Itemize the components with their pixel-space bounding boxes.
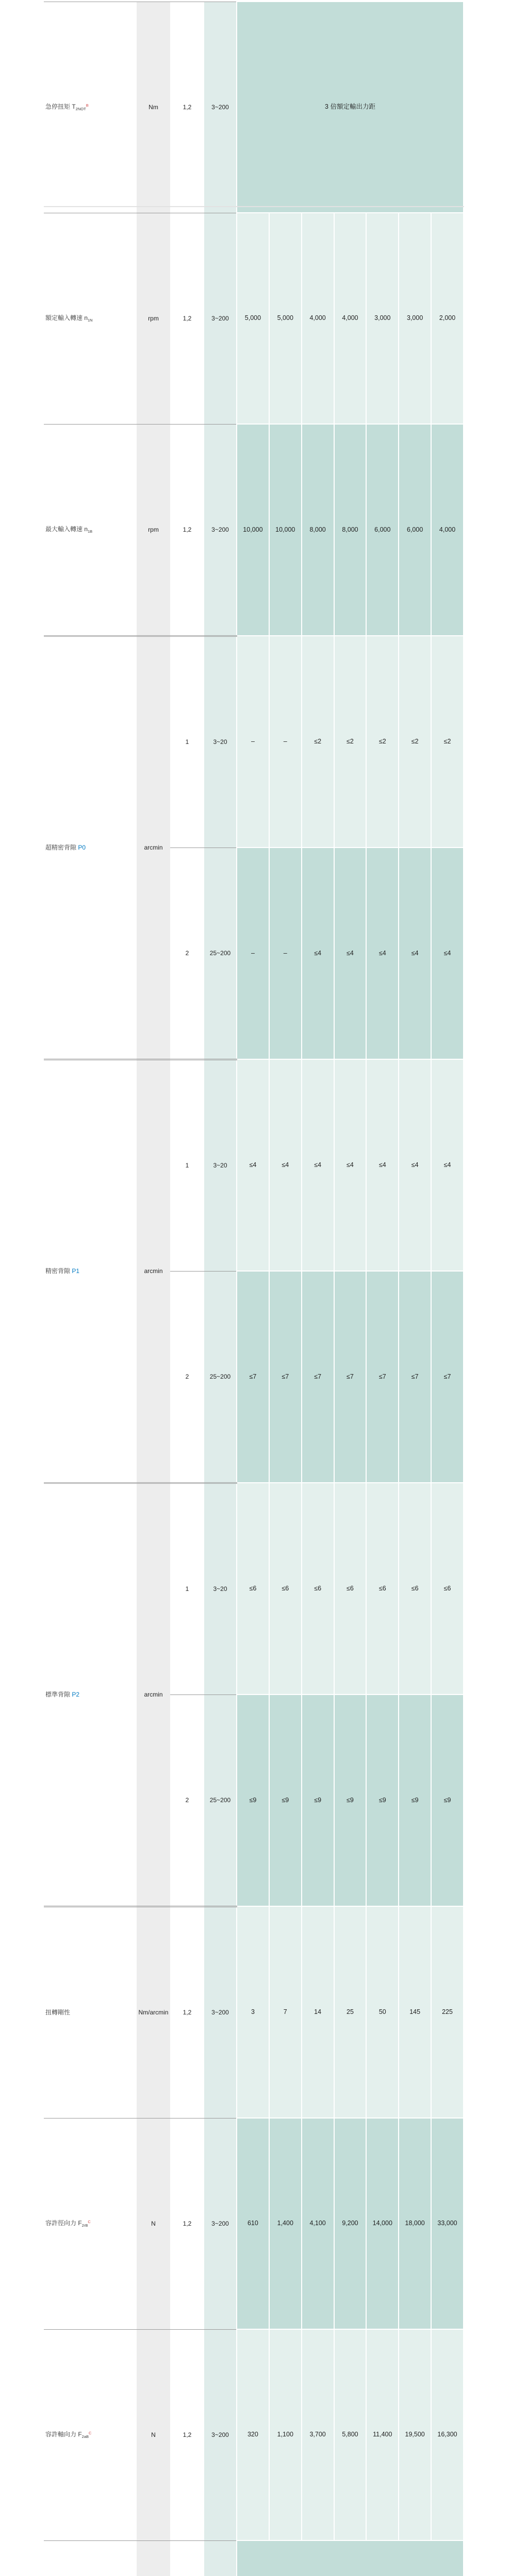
value-cell: – xyxy=(269,848,302,1059)
stage-cell: 1,2 xyxy=(170,2329,204,2540)
stage-cell: 1,2 xyxy=(170,1906,204,2118)
spec-label-text: 最大輸入轉速 n xyxy=(45,525,88,533)
row-backlash-p2-stage1 xyxy=(44,1483,464,1694)
row-backlash-p1-stage1 xyxy=(44,1059,464,1271)
value-cell: 5,800 xyxy=(334,2329,367,2540)
table-bottom-rule xyxy=(44,206,464,207)
value-cell: ≤9 xyxy=(334,1694,367,1906)
spec-label-text: 額定輸入轉速 n xyxy=(45,314,88,321)
value-cell: ≤6 xyxy=(269,1483,302,1694)
value-cell: 2,000 xyxy=(431,213,464,424)
value-cell: ≤7 xyxy=(334,1271,367,1483)
stage-cell: 1,2 xyxy=(170,2118,204,2329)
backlash-grade-code: P2 xyxy=(72,1690,80,1698)
value-cell: 4,000 xyxy=(431,424,464,636)
unit-cell: Nm xyxy=(137,2,170,213)
backlash-grade-code: P1 xyxy=(72,1267,80,1275)
value-cell: ≤6 xyxy=(334,1483,367,1694)
value-cell: ≤4 xyxy=(399,1059,431,1271)
ratio-cell: 3~200 xyxy=(204,2118,237,2329)
unit-cell: Nm/arcmin xyxy=(137,1906,170,2118)
unit-cell: arcmin xyxy=(137,1059,170,1483)
value-cell: ≤4 xyxy=(399,848,431,1059)
value-cell: 50 xyxy=(366,1906,399,2118)
stage-cell xyxy=(170,2540,204,2576)
value-cell: ≤9 xyxy=(237,1694,269,1906)
value-cell: 145 xyxy=(399,1906,431,2118)
label-subscript: 2aB xyxy=(81,2434,89,2439)
ratio-cell: 3~200 xyxy=(204,2,237,213)
footnote-marker: C xyxy=(88,2219,91,2224)
value-cell: 3,000 xyxy=(399,213,431,424)
row-permissible-axial-force xyxy=(44,2329,464,2540)
value-cell: 5,000 xyxy=(269,213,302,424)
value-cell: ≤7 xyxy=(237,1271,269,1483)
value-cell: ≤9 xyxy=(399,1694,431,1906)
value-cell: 4,100 xyxy=(302,2118,334,2329)
value-cell: 3 xyxy=(237,1906,269,2118)
value-cell: 6,000 xyxy=(399,424,431,636)
value-cell: ≤4 xyxy=(302,848,334,1059)
value-cell: 8,000 xyxy=(334,424,367,636)
value-cell: ≤4 xyxy=(302,1059,334,1271)
value-cell: ≤4 xyxy=(237,1059,269,1271)
value-cell: 18,000 xyxy=(399,2118,431,2329)
value-cell: 4,000 xyxy=(302,213,334,424)
value-cell: 33,000 xyxy=(431,2118,464,2329)
value-cell: 11,400 xyxy=(366,2329,399,2540)
footnote-marker: C xyxy=(89,2430,92,2435)
label-subscript: 2rB xyxy=(81,2223,88,2228)
ratio-cell: 3~200 xyxy=(204,2329,237,2540)
spec-label-text: 急停扭矩 T xyxy=(45,103,76,110)
spec-label-text: 容許徑向力 F xyxy=(45,2219,82,2227)
value-cell: – xyxy=(269,636,302,848)
label-subscript: 1N xyxy=(88,317,93,323)
value-cell: 7 xyxy=(269,1906,302,2118)
spec-label-text: 精密背隙 xyxy=(45,1267,72,1275)
value-cell: ≤2 xyxy=(302,636,334,848)
spec-label-cell xyxy=(44,2540,137,2576)
spec-label-text: 標準背隙 xyxy=(45,1690,72,1698)
unit-cell: N xyxy=(137,2329,170,2540)
spec-label-cell xyxy=(44,636,137,1059)
value-cell: ≤2 xyxy=(366,636,399,848)
ratio-cell: 25~200 xyxy=(204,1271,237,1483)
row-emergency-stop-torque xyxy=(44,2,464,213)
label-subscript: 2NOT xyxy=(75,106,86,111)
backlash-grade-code: P0 xyxy=(78,843,86,851)
ratio-cell: 3~20 xyxy=(204,1483,237,1694)
value-cell: ≤9 xyxy=(366,1694,399,1906)
ratio-cell: 3~20 xyxy=(204,1059,237,1271)
ratio-cell: 3~20 xyxy=(204,636,237,848)
stage-cell: 1,2 xyxy=(170,213,204,424)
value-cell: 1,400 xyxy=(269,2118,302,2329)
value-cell: 4,000 xyxy=(334,213,367,424)
spec-label-cell xyxy=(44,1906,137,2118)
spec-label-text: 超精密背隙 xyxy=(45,843,78,851)
stage-cell: 1 xyxy=(170,1483,204,1694)
value-cell: 10,000 xyxy=(269,424,302,636)
value-cell: ≤4 xyxy=(431,848,464,1059)
value-cell: 6,000 xyxy=(366,424,399,636)
value-cell: ≤9 xyxy=(431,1694,464,1906)
value-cell: 9,200 xyxy=(334,2118,367,2329)
stage-cell: 1 xyxy=(170,1059,204,1271)
spec-label-cell xyxy=(44,213,137,424)
spec-label-cell xyxy=(44,2118,137,2329)
spec-label-text: 容許軸向力 F xyxy=(45,2430,82,2438)
stage-cell: 1,2 xyxy=(170,2,204,213)
value-cell: ≤7 xyxy=(269,1271,302,1483)
ratio-cell: 3~200 xyxy=(204,1906,237,2118)
value-cell: ≤2 xyxy=(399,636,431,848)
spec-label-cell xyxy=(44,2,137,213)
gearbox-spec-table xyxy=(44,1,464,2576)
value-cell: ≤9 xyxy=(269,1694,302,1906)
value-cell: 320 xyxy=(237,2329,269,2540)
stage-cell: 1 xyxy=(170,636,204,848)
ratio-cell: 25~200 xyxy=(204,1694,237,1906)
value-cell: ≤4 xyxy=(269,1059,302,1271)
value-cell: ≤6 xyxy=(366,1483,399,1694)
span-value-cell: 3 倍額定輸出力距 xyxy=(237,2,464,213)
value-cell: ≤6 xyxy=(237,1483,269,1694)
row-rated-input-speed xyxy=(44,213,464,424)
ratio-cell: 3~200 xyxy=(204,213,237,424)
ratio-cell: 3~200 xyxy=(204,424,237,636)
value-cell: ≤4 xyxy=(431,1059,464,1271)
value-cell: ≤6 xyxy=(302,1483,334,1694)
value-cell: 610 xyxy=(237,2118,269,2329)
value-cell: 25 xyxy=(334,1906,367,2118)
value-cell: 225 xyxy=(431,1906,464,2118)
ratio-cell: 25~200 xyxy=(204,848,237,1059)
spec-label-cell xyxy=(44,424,137,636)
value-cell: 14 xyxy=(302,1906,334,2118)
ratio-cell xyxy=(204,2540,237,2576)
row-backlash-p0-stage1 xyxy=(44,636,464,848)
value-cell: ≤4 xyxy=(366,1059,399,1271)
value-cell: ≤4 xyxy=(334,1059,367,1271)
row-max-input-speed xyxy=(44,424,464,636)
value-cell: – xyxy=(237,848,269,1059)
value-cell: ≤4 xyxy=(334,848,367,1059)
spec-label-cell xyxy=(44,2329,137,2540)
value-cell: 14,000 xyxy=(366,2118,399,2329)
unit-cell: arcmin xyxy=(137,636,170,1059)
row-permissible-radial-force xyxy=(44,2118,464,2329)
value-cell: ≤7 xyxy=(431,1271,464,1483)
value-cell: 3,700 xyxy=(302,2329,334,2540)
span-value-cell xyxy=(237,2540,464,2576)
value-cell: ≤2 xyxy=(431,636,464,848)
stage-cell: 2 xyxy=(170,1694,204,1906)
spec-label-cell xyxy=(44,1483,137,1906)
stage-cell: 2 xyxy=(170,1271,204,1483)
value-cell: 1,100 xyxy=(269,2329,302,2540)
value-cell: 10,000 xyxy=(237,424,269,636)
value-cell: 16,300 xyxy=(431,2329,464,2540)
value-cell: ≤4 xyxy=(366,848,399,1059)
value-cell: ≤6 xyxy=(431,1483,464,1694)
value-cell: ≤7 xyxy=(366,1271,399,1483)
unit-cell: rpm xyxy=(137,424,170,636)
unit-cell: N xyxy=(137,2118,170,2329)
value-cell: 19,500 xyxy=(399,2329,431,2540)
spec-label-text: 扭轉剛性 xyxy=(45,2008,71,2016)
value-cell: 8,000 xyxy=(302,424,334,636)
value-cell: ≤7 xyxy=(399,1271,431,1483)
footnote-marker: B xyxy=(86,103,89,108)
unit-cell: arcmin xyxy=(137,1483,170,1906)
spec-label-cell xyxy=(44,1059,137,1483)
unit-cell xyxy=(137,2540,170,2576)
stage-cell: 2 xyxy=(170,848,204,1059)
value-cell: – xyxy=(237,636,269,848)
row-torsional-rigidity xyxy=(44,1906,464,2118)
unit-cell: rpm xyxy=(137,213,170,424)
value-cell: 3,000 xyxy=(366,213,399,424)
value-cell: ≤6 xyxy=(399,1483,431,1694)
value-cell: ≤7 xyxy=(302,1271,334,1483)
value-cell: ≤9 xyxy=(302,1694,334,1906)
row-service-life xyxy=(44,2540,464,2576)
label-subscript: 1B xyxy=(88,529,93,534)
value-cell: ≤2 xyxy=(334,636,367,848)
value-cell: 5,000 xyxy=(237,213,269,424)
stage-cell: 1,2 xyxy=(170,424,204,636)
